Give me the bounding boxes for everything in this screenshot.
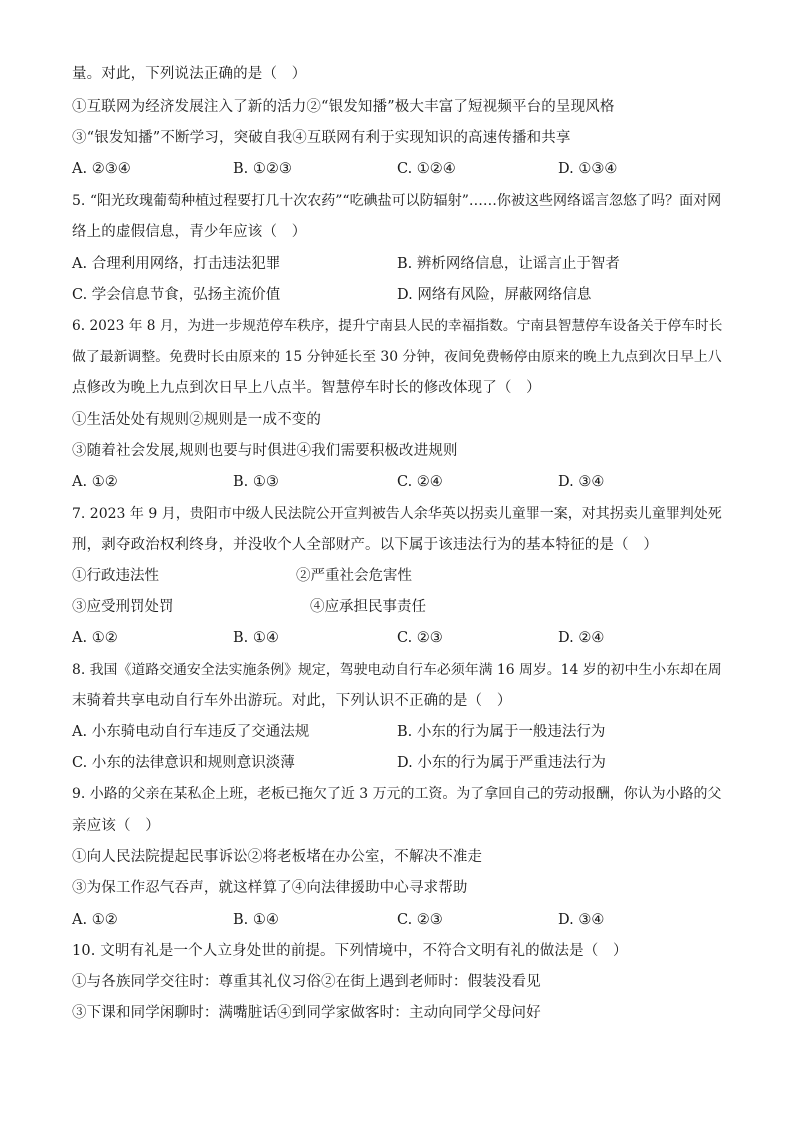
q4-stem-tail: 量。对此，下列说法正确的是（ ） (72, 66, 307, 82)
q5-option-b[interactable]: B. 辨析网络信息，让谣言止于智者 (397, 256, 620, 272)
q5-option-c[interactable]: C. 学会信息节食，弘扬主流价值 (72, 287, 281, 303)
q9-option-d[interactable]: D. ③④ (558, 912, 605, 928)
q8-option-b[interactable]: B. 小东的行为属于一般违法行为 (397, 724, 606, 740)
q7-statements-row-1 (72, 566, 722, 586)
q4-statement-line-1: ①互联网为经济发展注入了新的活力②“银发知播”极大丰富了短视频平台的呈现风格 (72, 99, 615, 115)
q8-stem-line-2: 末骑着共享电动自行车外出游玩。对此，下列认识不正确的是（ ） (72, 693, 512, 709)
q4-option-a[interactable]: A. ②③④ (72, 161, 131, 177)
q9-option-c[interactable]: C. ②③ (397, 912, 443, 928)
q7-stem-line-1: 7. 2023 年 9 月，贵阳市中级人民法院公开宣判被告人余华英以拐卖儿童罪一案，对其拐卖儿童罪判处死 (72, 506, 722, 522)
q5-options-row-1 (72, 254, 722, 274)
q5-options-row-2 (72, 285, 722, 305)
q7-options (72, 628, 722, 648)
q7-statement-4: ④应承担民事责任 (310, 599, 426, 615)
q7-stem-line-2: 刑，剥夺政治权利终身，并没收个人全部财产。以下属于该违法行为的基本特征的是（ ） (72, 537, 658, 553)
q9-statement-line-2: ③为保工作忍气吞声，就这样算了④向法律援助中心寻求帮助 (72, 880, 468, 896)
q7-option-c[interactable]: C. ②③ (397, 630, 443, 646)
q5-option-a[interactable]: A. 合理利用网络，打击违法犯罪 (72, 256, 281, 272)
q10-statement-line-1: ①与各族同学交往时：尊重其礼仪习俗②在街上遇到老师时：假装没看见 (72, 974, 541, 990)
q10-stem-line-1: 10. 文明有礼是一个人立身处世的前提。下列情境中，不符合文明有礼的做法是（ ） (72, 943, 628, 959)
q4-option-d[interactable]: D. ①③④ (558, 161, 618, 177)
q7-statements-row-2 (72, 597, 722, 617)
q8-option-a[interactable]: A. 小东骑电动自行车违反了交通法规 (72, 724, 310, 740)
q9-option-a[interactable]: A. ①② (72, 912, 118, 928)
q4-option-c[interactable]: C. ①②④ (397, 161, 456, 177)
q6-statement-line-1: ①生活处处有规则②规则是一成不变的 (72, 412, 322, 428)
q9-statement-line-1: ①向人民法院提起民事诉讼②将老板堵在办公室，不解决不准走 (72, 849, 483, 865)
q9-option-b[interactable]: B. ①④ (233, 912, 279, 928)
q6-stem-line-3: 点修改为晚上九点到次日早上八点半。智慧停车时长的修改体现了（ ） (72, 380, 541, 396)
q10-statement-line-2: ③下课和同学闲聊时：满嘴脏话④到同学家做客时：主动向同学父母问好 (72, 1005, 541, 1021)
q6-statement-line-2: ③随着社会发展,规则也要与时俱进④我们需要积极改进规则 (72, 443, 458, 459)
q9-stem-line-2: 亲应该（ ） (72, 818, 160, 834)
q6-stem-line-2: 做了最新调整。免费时长由原来的 15 分钟延长至 30 分钟，夜间免费畅停由原来的晚上九点到次日早上八 (72, 349, 722, 365)
q7-statement-3: ③应受刑罚处罚 (72, 599, 174, 615)
q7-statement-1: ①行政违法性 (72, 568, 159, 584)
q6-options (72, 472, 722, 492)
q9-stem-line-1: 9. 小路的父亲在某私企上班，老板已拖欠了近 3 万元的工资。为了拿回自己的劳动报酬，你认为小路的父 (72, 786, 722, 802)
q8-options-row-2 (72, 753, 722, 773)
q7-statement-2: ②严重社会危害性 (296, 568, 412, 584)
q5-stem-line-1: 5. “阳光玫瑰葡萄种植过程要打几十次农药”“吃碘盐可以防辐射”……你被这些网络谣言忽悠了吗？面对网 (72, 193, 722, 209)
q6-stem-line-1: 6. 2023 年 8 月，为进一步规范停车秩序，提升宁南县人民的幸福指数。宁南县智慧停车设备关于停车时长 (72, 318, 723, 334)
q6-option-d[interactable]: D. ③④ (558, 474, 605, 490)
q7-option-a[interactable]: A. ①② (72, 630, 118, 646)
q6-option-a[interactable]: A. ①② (72, 474, 118, 490)
q7-option-b[interactable]: B. ①④ (233, 630, 279, 646)
q4-statement-line-2: ③“银发知播”不断学习，突破自我④互联网有利于实现知识的高速传播和共享 (72, 130, 571, 146)
q5-option-d[interactable]: D. 网络有风险，屏蔽网络信息 (397, 287, 592, 303)
q6-option-c[interactable]: C. ②④ (397, 474, 443, 490)
q5-stem-line-2: 络上的虚假信息，青少年应该（ ） (72, 224, 307, 240)
q8-option-d[interactable]: D. 小东的行为属于严重违法行为 (397, 755, 606, 771)
q8-option-c[interactable]: C. 小东的法律意识和规则意识淡薄 (72, 755, 295, 771)
q4-option-b[interactable]: B. ①②③ (233, 161, 292, 177)
q6-option-b[interactable]: B. ①③ (233, 474, 279, 490)
q8-options-row-1 (72, 722, 722, 742)
q9-options (72, 910, 722, 930)
q8-stem-line-1: 8. 我国《道路交通安全法实施条例》规定，驾驶电动自行车必须年满 16 周岁。14 岁的初中生小东却在周 (72, 662, 722, 678)
q7-option-d[interactable]: D. ②④ (558, 630, 605, 646)
q4-options (72, 159, 722, 179)
